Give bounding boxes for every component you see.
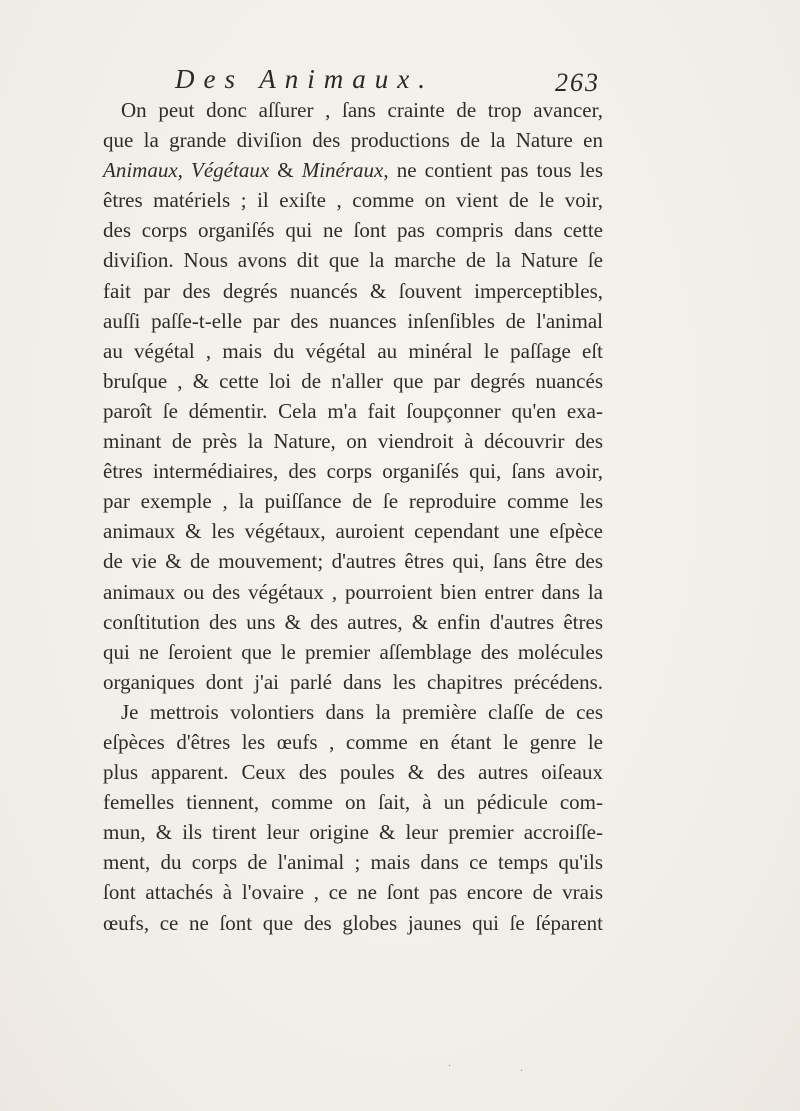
text-segment: que la grande diviſion des productions de la Nature en <box>103 128 603 153</box>
text-line <box>103 667 603 697</box>
text-segment: , ne contient pas tous les <box>383 158 603 183</box>
text-line <box>103 516 603 546</box>
text-segment: Je mettrois volontiers dans la première claſſe de ces <box>121 699 603 724</box>
text-segment: & <box>269 158 302 183</box>
text-line <box>103 456 603 486</box>
text-line <box>103 245 603 275</box>
text-segment: fait par des degrés nuancés & ſouvent imperceptibles, <box>103 278 603 303</box>
text-segment: ſont attachés à l'ovaire , ce ne ſont pas encore de vrais <box>103 880 603 905</box>
text-line <box>103 486 603 516</box>
text-segment: On peut donc aſſurer , ſans crainte de trop avancer, <box>121 98 603 122</box>
text-line <box>103 637 603 667</box>
text-segment: qui ne ſeroient que le premier aſſemblage des molécules <box>103 639 603 664</box>
text-segment: par exemple , la puiſſance de ſe reproduire comme les <box>103 489 603 514</box>
text-line <box>103 817 603 847</box>
text-segment: conſtitution des uns & des autres, & enfin d'autres êtres <box>103 609 603 634</box>
text-line <box>103 215 603 245</box>
text-line <box>103 697 603 727</box>
text-line <box>103 185 603 215</box>
text-segment: diviſion. Nous avons dit que la marche de la Nature ſe <box>103 248 603 273</box>
text-line <box>103 125 603 155</box>
text-line <box>103 577 603 607</box>
text-line <box>103 757 603 787</box>
text-line <box>103 336 603 366</box>
text-segment: animaux & les végétaux, auroient cependant une eſpèce <box>103 519 603 544</box>
text-line <box>103 276 603 306</box>
text-line <box>103 847 603 877</box>
ink-speck: · <box>448 1061 452 1072</box>
running-title: Des Animaux. <box>175 64 434 94</box>
text-segment: femelles tiennent, comme on ſait, à un pédicule com- <box>103 790 603 815</box>
text-line <box>103 877 603 907</box>
text-line <box>103 396 603 426</box>
text-line <box>103 95 603 125</box>
ink-speck: · <box>520 1066 524 1077</box>
text-segment: animaux ou des végétaux , pourroient bien entrer dans la <box>103 579 603 604</box>
text-line <box>103 546 603 576</box>
italic-term: Animaux, Végétaux <box>103 158 270 183</box>
text-segment: organiques dont j'ai parlé dans les chapitres précédens. <box>103 669 603 694</box>
text-segment: êtres intermédiaires, des corps organiſés qui, ſans avoir, <box>103 459 603 484</box>
text-line <box>103 366 603 396</box>
text-segment: minant de près la Nature, on viendroit à découvrir des <box>103 429 603 454</box>
text-segment: œufs, ce ne ſont que des globes jaunes qui ſe ſéparent <box>103 910 603 935</box>
text-line <box>103 787 603 817</box>
text-line <box>103 908 603 938</box>
body-text <box>103 95 603 938</box>
text-segment: des corps organiſés qui ne ſont pas compris dans cette <box>103 218 603 243</box>
text-segment: plus apparent. Ceux des poules & des autres oiſeaux <box>103 760 603 785</box>
text-segment: auſſi paſſe-t-elle par des nuances inſenſibles de l'animal <box>103 308 603 333</box>
page-number: 263 <box>555 68 600 97</box>
text-line <box>103 727 603 757</box>
text-segment: de vie & de mouvement; d'autres êtres qui, ſans être des <box>103 549 603 574</box>
text-segment: êtres matériels ; il exiſte , comme on vient de le voir, <box>103 188 603 213</box>
text-line <box>103 306 603 336</box>
text-segment: ment, du corps de l'animal ; mais dans ce temps qu'ils <box>103 850 603 875</box>
text-line <box>103 607 603 637</box>
text-segment: au végétal , mais du végétal au minéral le paſſage eſt <box>103 338 603 363</box>
text-segment: paroît ſe démentir. Cela m'a fait ſoupçonner qu'en exa- <box>103 398 603 423</box>
text-segment: bruſque , & cette loi de n'aller que par degrés nuancés <box>103 368 603 393</box>
text-segment: eſpèces d'êtres les œufs , comme en étant le genre le <box>103 729 603 754</box>
text-line <box>103 155 603 185</box>
italic-term: Minéraux <box>301 158 384 183</box>
text-segment: mun, & ils tirent leur origine & leur premier accroiſſe- <box>103 820 603 845</box>
text-line <box>103 426 603 456</box>
